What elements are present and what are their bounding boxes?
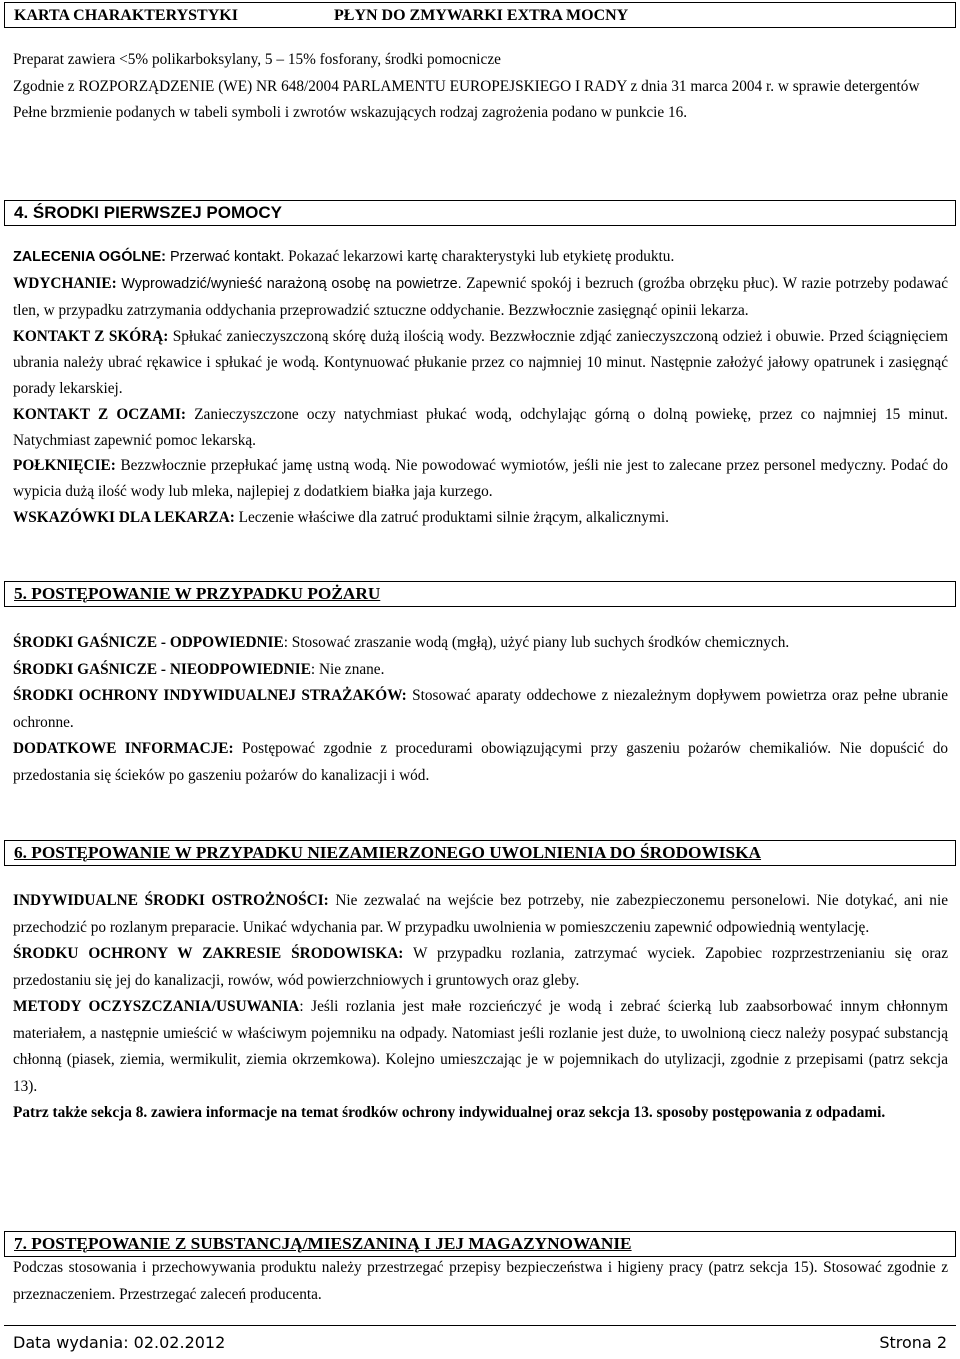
s4-doctor-label: WSKAZÓWKI DLA LEKARZA: <box>13 508 235 526</box>
s4-doctor-text: Leczenie właściwe dla zatruć produktami silnie żrącym, alkalicznymi. <box>234 508 669 526</box>
s6-personal <box>13 888 948 941</box>
s4-inhal-text3: W razie potrzeby podawać tlen, w przypadku zatrzymania oddychania przeprowadzić sztuczne oddychanie. Bezzwłocznie zasięgnąć opinii lekarza. <box>13 274 948 319</box>
s4-ingest-text: Bezzwłocznie przepłukać jamę ustną wodą. Nie powodować wymiotów, jeśli nie jest to zalecane przez personel medyczny. Podać do wypicia dużą ilość wody lub mleka, najlepiej z dodatkiem białka jaja kurzego. <box>13 457 948 501</box>
s5-add-label: DODATKOWE INFORMACJE: <box>13 740 234 757</box>
header-doc-type: KARTA CHARAKTERYSTYKI <box>14 7 238 24</box>
s6-see-also: Patrz także sekcja 8. zawiera informacje na temat środków ochrony indywidualnej oraz sekcja 13. sposoby postępowania z odpadami. <box>13 1104 886 1121</box>
section-5-body <box>13 630 948 789</box>
s5-add-text: Postępować zgodnie z procedurami obowiązującymi przy gaszeniu pożarów chemikaliów. Nie dopuścić do przedostania się ścieków po gaszeniu pożarów do kanalizacji i wód. <box>13 740 949 784</box>
s4-inhalation <box>13 271 948 325</box>
s4-inhal-text2: Zapewnić spokój i bezruch (groźba obrzęku płuc). <box>461 274 779 292</box>
s4-general-label: ZALECENIA OGÓLNE: <box>13 249 166 265</box>
s4-skin <box>13 324 948 401</box>
intro-block <box>13 47 948 127</box>
s6-cleanup <box>13 994 948 1100</box>
section-7-heading <box>4 1231 956 1257</box>
section-5-heading <box>4 581 956 607</box>
s5-unsuit-text: : Nie znane. <box>310 660 385 678</box>
s6-clean-text: : Jeśli rozlania jest małe rozcieńczyć je wodą i zebrać ścierką lub zaabsorbować innym chłonnym materiałem, a następnie umieścić w właściwym pojemniku na odpady. Natomiast jeśli rozlanie jest duże, to uwolnioną ciecz należy posypać substancją chłonną (piasek, ziemia, wermikulit, ziemia okrzemkowa). Kolejno umieszczając je w pojemnikach do utylizacji, zgodnie z przepisami (patrz sekcja 13). <box>13 998 948 1095</box>
s4-ingest-label: POŁKNIĘCIE: <box>13 457 116 475</box>
s6-clean-label: METODY OCZYSZCZANIA/USUWANIA <box>13 998 300 1015</box>
s7-text: Podczas stosowania i przechowywania produktu należy przestrzegać przepisy bezpieczeństwa i higieny pracy (patrz sekcja 15). Stosować zgodnie z przeznaczeniem. Przestrzegać zaleceń producenta. <box>13 1259 948 1303</box>
document-footer <box>4 1325 956 1358</box>
s6-pers-text: Nie zezwalać na wejście bez potrzeby, nie zabezpieczonemu personelowi. Nie dotykać, ani nie przechodzić po rozlanym preparacie. Unikać wdychania par. W przypadku uwolnienia w pomieszczeniu zapewnić odpowiednią wentylację. <box>13 892 948 936</box>
intro-regulation: Zgodnie z ROZPORZĄDZENIE (WE) NR 648/2004 PARLAMENTU EUROPEJSKIEGO I RADY z dnia 31 marca 2004 r. w sprawie detergentów <box>13 77 920 95</box>
s4-eye-text: Zanieczyszczone oczy natychmiast płukać wodą, odchylając górną o dolną powiekę, przez co najmniej 15 minut. Natychmiast zapewnić pomoc lekarską. <box>13 405 948 449</box>
section-4-body <box>13 244 948 531</box>
s6-environment <box>13 941 948 994</box>
s5-suit-label: ŚRODKI GAŚNICZE - ODPOWIEDNIE <box>13 634 284 651</box>
section-4-heading <box>4 200 956 226</box>
header-product-name: PŁYN DO ZMYWARKI EXTRA MOCNY <box>334 7 629 24</box>
section-6-heading <box>4 840 956 866</box>
s4-ingestion <box>13 453 948 505</box>
section-7-title: 7. POSTĘPOWANIE Z SUBSTANCJĄ/MIESZANINĄ I JEJ MAGAZYNOWANIE <box>14 1234 632 1253</box>
s5-firefighters <box>13 683 948 736</box>
section-7-body <box>13 1255 948 1308</box>
s4-general-text: Przerwać kontakt. <box>165 249 285 265</box>
intro-reference: Pełne brzmienie podanych w tabeli symboli i zwrotów wskazujących rodzaj zagrożenia podano w punkcie 16. <box>13 104 688 121</box>
s4-inhal-label: WDYCHANIE: <box>13 274 117 292</box>
document-header <box>4 2 956 28</box>
section-6-title: 6. POSTĘPOWANIE W PRZYPADKU NIEZAMIERZONEGO UWOLNIENIA DO ŚRODOWISKA <box>14 843 762 862</box>
s4-eye-label: KONTAKT Z OCZAMI: <box>13 405 187 423</box>
s4-general-text2: Pokazać lekarzowi kartę charakterystyki lub etykietę produktu. <box>284 248 675 265</box>
s6-env-text: W przypadku rozlania, zatrzymać wyciek. Zapobiec rozprzestrzenianiu się oraz przedostaniu się jej do kanalizacji, rowów, wód powierzchniowych i gruntowych oraz gleby. <box>13 945 948 989</box>
s5-ff-text: Stosować aparaty oddechowe z niezależnym dopływem powietrza oraz pełne ubranie ochronne. <box>13 687 948 731</box>
s5-suitable <box>13 630 948 657</box>
s5-unsuit-label: ŚRODKI GAŚNICZE - NIEODPOWIEDNIE <box>13 660 311 678</box>
s4-doctor <box>13 505 948 531</box>
s5-suit-text: : Stosować zraszanie wodą (mgłą), użyć piany lub suchych środków chemicznych. <box>283 634 790 651</box>
s4-skin-label: KONTAKT Z SKÓRĄ: <box>13 328 169 346</box>
s4-general <box>13 244 948 271</box>
s6-env-label: ŚRODKU OCHRONY W ZAKRESIE ŚRODOWISKA: <box>13 945 404 962</box>
footer-issue-date: Data wydania: 02.02.2012 <box>13 1333 226 1352</box>
s5-unsuitable <box>13 657 948 684</box>
section-4-title: 4. ŚRODKI PIERWSZEJ POMOCY <box>14 203 282 222</box>
section-6-body <box>13 888 948 1127</box>
s4-eyes <box>13 402 948 454</box>
s4-skin-text: Spłukać zanieczyszczoną skórę dużą ilością wody. Bezzwłocznie zdjąć zanieczyszczoną odzież i obuwie. Przed ściągnięciem ubrania należy ubrać rękawice i spłukać je wodą. Kontynuować płukanie przez co najmniej 10 minut. Następnie założyć jałowy opatrunek i zasięgnąć porady lekarskiej. <box>13 328 948 397</box>
s6-pers-label: INDYWIDUALNE ŚRODKI OSTROŻNOŚCI: <box>13 892 329 909</box>
section-5-title: 5. POSTĘPOWANIE W PRZYPADKU POŻARU <box>14 584 381 603</box>
s4-inhal-text: Wyprowadzić/wynieść narażoną osobę na powietrze. <box>116 275 462 292</box>
intro-composition: Preparat zawiera <5% polikarboksylany, 5 – 15% fosforany, środki pomocnicze <box>13 51 501 68</box>
footer-page-number: Strona 2 <box>879 1333 947 1352</box>
s5-ff-label: ŚRODKI OCHRONY INDYWIDUALNEJ STRAŻAKÓW: <box>13 687 407 704</box>
s5-additional <box>13 736 948 789</box>
